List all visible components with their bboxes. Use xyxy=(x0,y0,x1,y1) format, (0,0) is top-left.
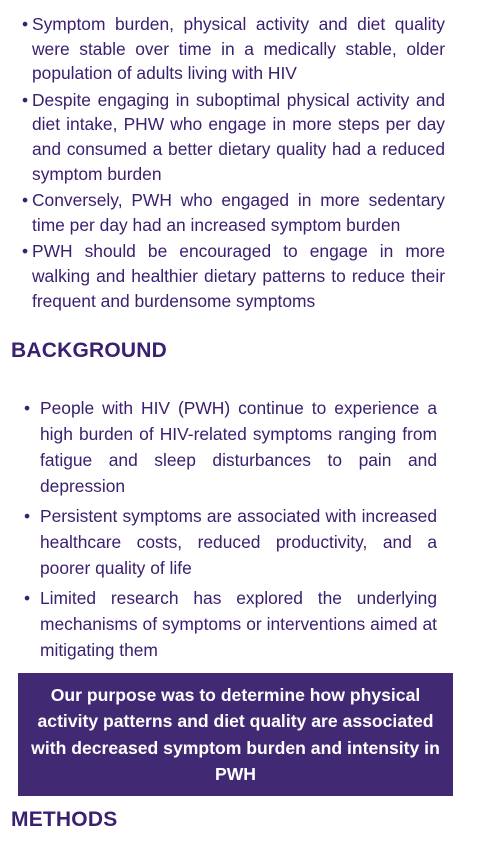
background-text: Persistent symptoms are associated with increased healthcare costs, reduced productivity, and a poorer quality of life xyxy=(40,506,437,578)
finding-item xyxy=(22,188,445,237)
background-text: Limited research has explored the underlying mechanisms of symptoms or interventions aimed at mitigating them xyxy=(40,588,437,660)
bullet-icon: • xyxy=(24,506,31,526)
finding-text: Symptom burden, physical activity and diet quality were stable over time in a medically stable, older population of adults living with HIV xyxy=(32,14,445,84)
finding-item xyxy=(22,88,445,186)
background-list xyxy=(24,395,437,667)
methods-heading: METHODS xyxy=(11,808,118,831)
bullet-icon: • xyxy=(22,241,29,262)
background-item xyxy=(24,585,437,663)
background-text: People with HIV (PWH) continue to experience a high burden of HIV-related symptoms ranging from fatigue and sleep disturbances to pain and depression xyxy=(40,398,437,496)
finding-text: Despite engaging in suboptimal physical activity and diet intake, PHW who engage in more steps per day and consumed a better dietary quality had a reduced symptom burden xyxy=(32,89,445,184)
purpose-statement: Our purpose was to determine how physical activity patterns and diet quality are associated with decreased symptom burden and intensity in PWH xyxy=(31,684,440,784)
bullet-icon: • xyxy=(22,190,29,211)
background-item xyxy=(24,395,437,499)
key-findings-list xyxy=(22,12,445,315)
bullet-icon: • xyxy=(24,588,31,608)
bullet-icon: • xyxy=(22,14,29,34)
background-item xyxy=(24,503,437,581)
finding-item xyxy=(22,12,445,86)
bullet-icon: • xyxy=(22,89,29,110)
bullet-icon: • xyxy=(24,398,31,418)
background-heading: BACKGROUND xyxy=(11,339,167,362)
finding-text: PWH should be encouraged to engage in more walking and healthier dietary patterns to reduce their frequent and burdensome symptoms xyxy=(32,241,445,311)
finding-item xyxy=(22,239,445,313)
purpose-box xyxy=(18,673,453,796)
finding-text: Conversely, PWH who engaged in more sedentary time per day had an increased symptom burden xyxy=(32,190,445,235)
